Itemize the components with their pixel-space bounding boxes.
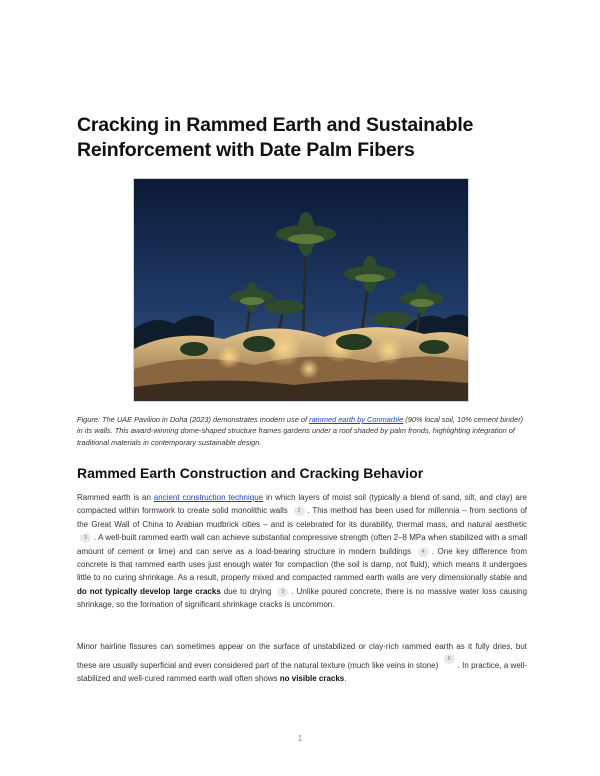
p2-text-1: Minor hairline fissures can sometimes appear on the surface of unstabilized or clay-rich rammed earth as it fully dries, but these are usually superficial and even considered part of the natural texture (much like veins in stone) <box>77 642 527 670</box>
pavilion-photo <box>134 179 468 401</box>
citation-4[interactable]: 4 <box>418 547 429 557</box>
p1-text-6: due to drying <box>220 586 275 596</box>
caption-suffix: (90% local soil, 10% cement binder) in its walls. This award-winning dome-shaped structure frames gardens under a roof shaded by palm fronds, highlighting integration of traditional materials in contemporary sustainable design. <box>77 415 524 447</box>
p2-bold: no visible cracks <box>279 674 345 684</box>
p1-text-2: in which layers of moist soil (typically a blend of sand, silt, and clay) are compacted within formwork to create solid monolithic walls <box>77 493 527 516</box>
p1-text-5: . One key difference from concrete is that rammed earth uses just enough water for compaction (the soil is damp, not fluid), which means it undergoes little to no curing shrinkage. As a result, properly mixed and compacted rammed earth walls are very dimensionally stable and <box>77 546 527 583</box>
citation-6[interactable]: 6 <box>444 654 455 664</box>
figure-image <box>133 178 469 402</box>
page-title: Cracking in Rammed Earth and Sustainable Reinforcement with Date Palm Fibers <box>77 114 474 161</box>
page-number: 1 <box>297 734 303 743</box>
paragraph-1 <box>77 491 527 612</box>
p1-text-3: . This method has been used for millennia – from sections of the Great Wall of China to Arabian mudbrick cities – and is celebrated for its durability, thermal mass, and natural aesthetic <box>77 506 527 529</box>
p1-bold: do not typically develop large cracks <box>77 586 221 596</box>
p2-text-3: . <box>344 674 347 684</box>
figure-caption <box>77 414 527 448</box>
section-heading: Rammed Earth Construction and Cracking Behavior <box>77 465 424 481</box>
citation-2[interactable]: 2 <box>294 506 305 516</box>
caption-link[interactable]: rammed earth by Conmarble <box>309 415 404 424</box>
p1-text-4: . A well-built rammed earth wall can achieve substantial compressive strength (often 2–8 MPa when stabilized with a small amount of cement or lime) and can serve as a load-bearing structure in modern buildings <box>77 533 527 556</box>
p2-text-2: . In practice, a well-stabilized and well-cured rammed earth wall often shows <box>77 660 527 684</box>
paragraph-2 <box>77 640 527 686</box>
caption-prefix: Figure: The UAE Pavilion in Doha (2023) demonstrates modern use of <box>77 415 310 424</box>
citation-5[interactable]: 5 <box>277 587 288 597</box>
ancient-technique-link[interactable]: ancient construction technique <box>153 493 264 502</box>
citation-3[interactable]: 3 <box>80 533 91 543</box>
p1-text-7: . Unlike poured concrete, there is no massive water loss causing shrinkage, so the formation of significant shrinkage cracks is uncommon. <box>77 586 528 610</box>
p1-text-1: Rammed earth is an <box>77 493 154 502</box>
